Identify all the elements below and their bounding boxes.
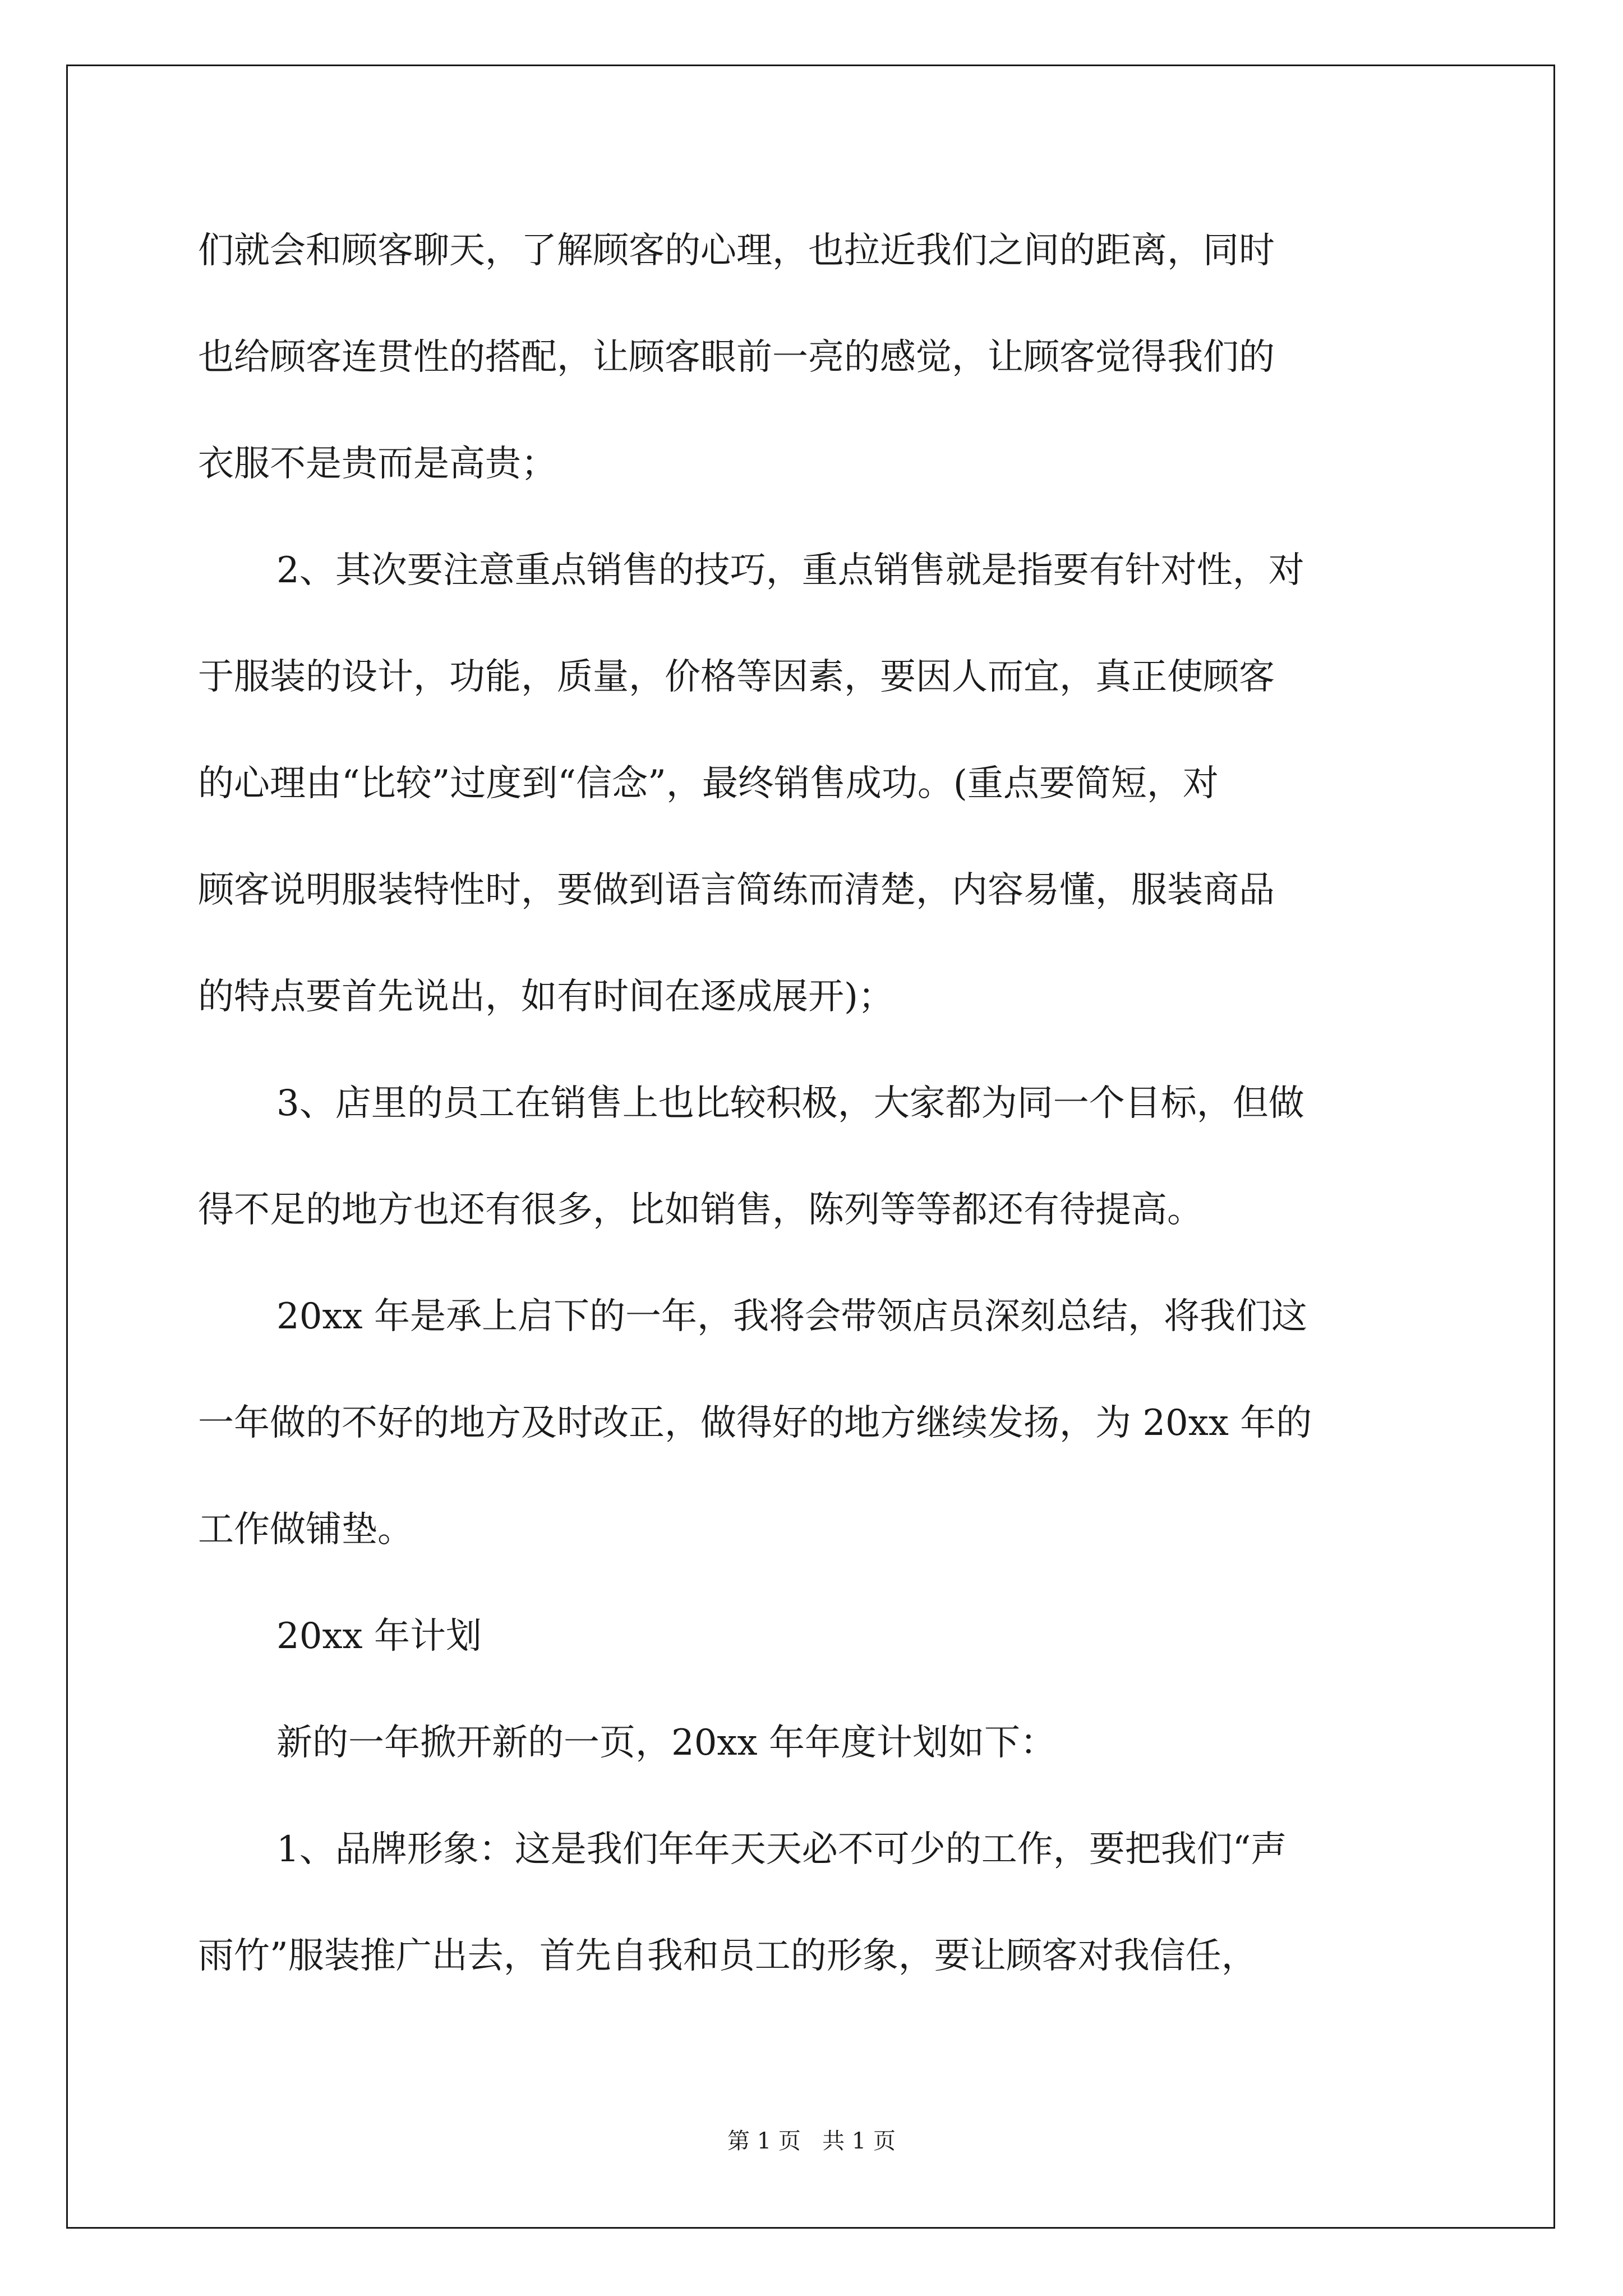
paragraph-line: 20xx 年是承上启下的一年，我将会带领店员深刻总结，将我们这	[276, 1296, 1307, 1337]
paragraph-line: 工作做铺垫。	[198, 1509, 413, 1550]
page-number-footer: 第 1 页 共 1 页	[727, 2128, 896, 2154]
paragraph-line: 一年做的不好的地方及时改正，做得好的地方继续发扬，为 20xx 年的	[198, 1402, 1312, 1444]
paragraph-line: 于服装的设计，功能，质量，价格等因素，要因人而宜，真正使顾客	[198, 656, 1275, 698]
paragraph-line: 雨竹”服装推广出去，首先自我和员工的形象，要让顾客对我信任，	[198, 1935, 1257, 1977]
paragraph-line: 顾客说明服装特性时，要做到语言简练而清楚，内容易懂，服装商品	[198, 869, 1275, 911]
paragraph-line: 衣服不是贵而是高贵；	[198, 443, 557, 485]
paragraph-line: 得不足的地方也还有很多，比如销售，陈列等等都还有待提高。	[198, 1189, 1203, 1231]
paragraph-line: 的特点要首先说出，如有时间在逐成展开)；	[198, 976, 894, 1018]
paragraph-line: 3、店里的员工在销售上也比较积极，大家都为同一个目标，但做	[276, 1083, 1304, 1124]
page-border	[66, 65, 1555, 2229]
paragraph-line: 的心理由“比较”过度到“信念”，最终销售成功。(重点要简短，对	[198, 763, 1219, 804]
section-heading: 20xx 年计划	[276, 1616, 482, 1657]
paragraph-line: 也给顾客连贯性的搭配，让顾客眼前一亮的感觉，让顾客觉得我们的	[198, 337, 1275, 378]
paragraph-line: 2、其次要注意重点销售的技巧，重点销售就是指要有针对性，对	[276, 550, 1304, 591]
paragraph-line: 新的一年掀开新的一页，20xx 年年度计划如下：	[276, 1722, 1056, 1764]
paragraph-line: 们就会和顾客聊天，了解顾客的心理，也拉近我们之间的距离，同时	[198, 230, 1275, 272]
paragraph-line: 1、品牌形象：这是我们年年天天必不可少的工作，要把我们“声	[276, 1829, 1287, 1870]
